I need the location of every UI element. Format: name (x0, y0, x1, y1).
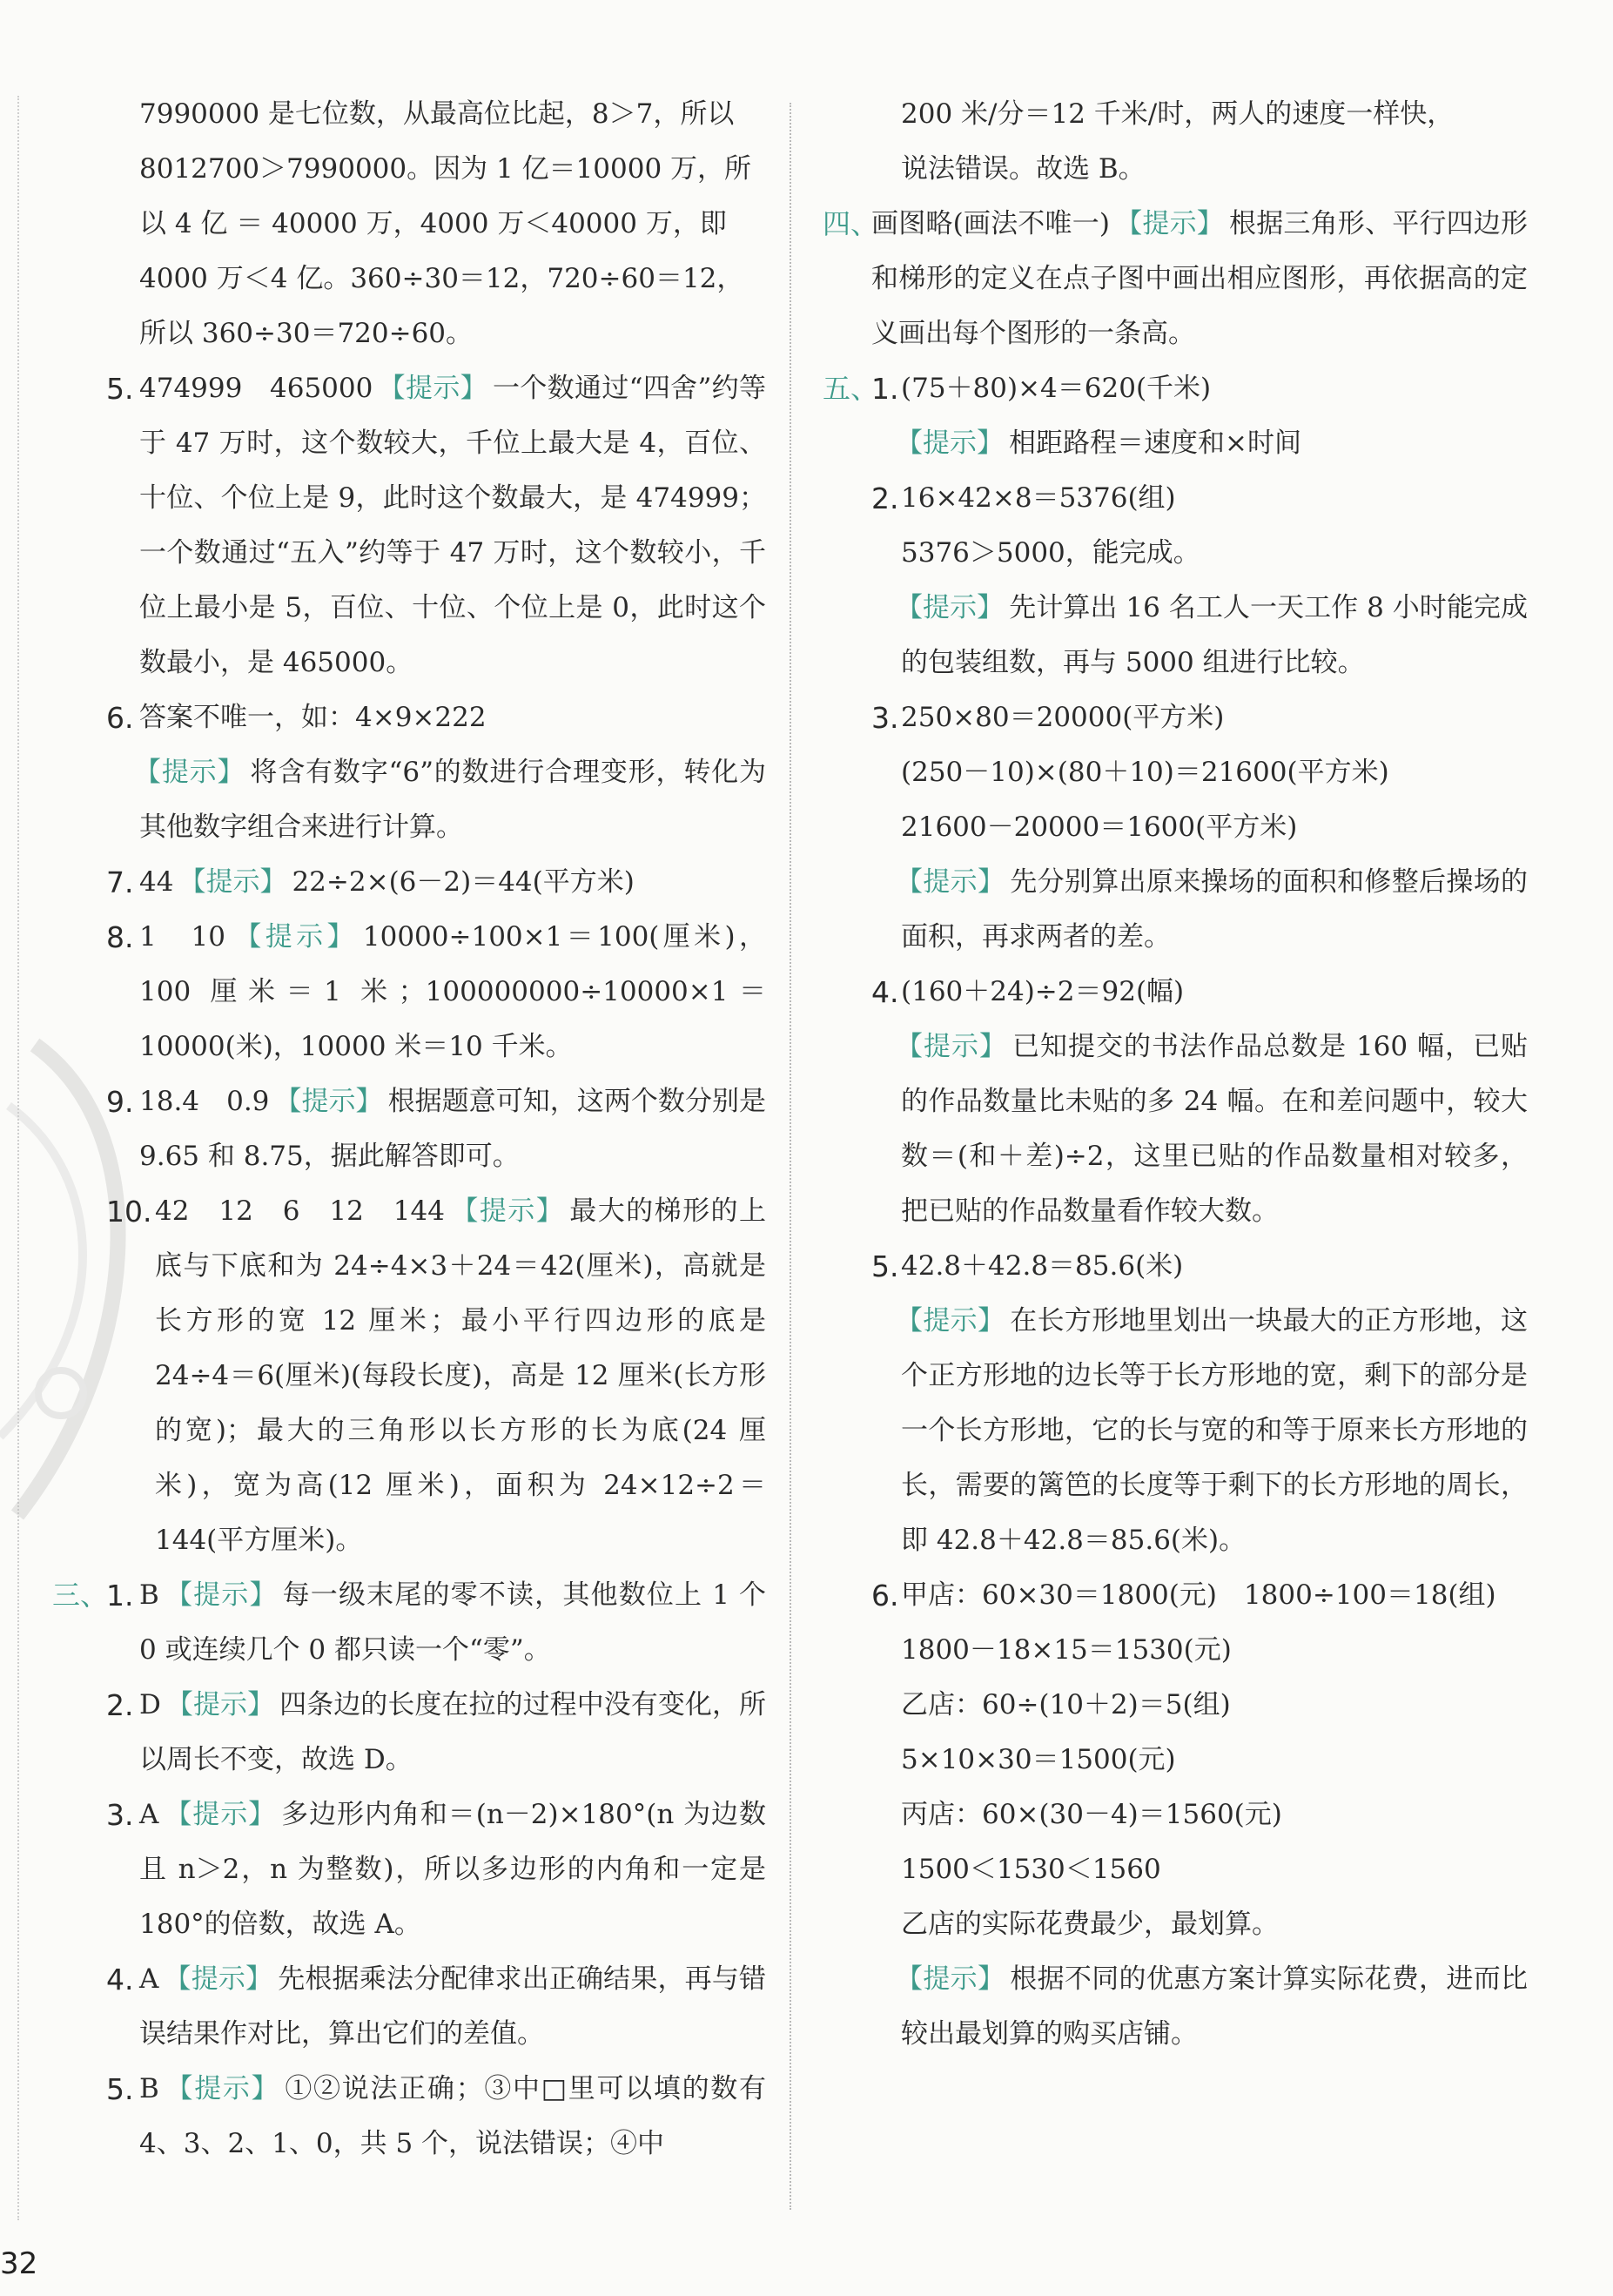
section-5-answer-2 (823, 471, 1528, 690)
hint-label: 【提示】 (896, 866, 1005, 898)
left-column (52, 94, 766, 2171)
answer-text: (250－10)×(80＋10)＝21600(平方米) (901, 757, 1389, 788)
answer-text: 5×10×30＝1500(元) (901, 1744, 1176, 1775)
answer-text: 1 10 (139, 921, 225, 953)
answer-text: B (139, 1579, 159, 1611)
hint-text: 根据题意可知，这两个数分别是 9.65 和 8.75，据此解答即可。 (139, 1086, 767, 1172)
text-line: 8012700＞7990000。因为 1 亿＝10000 万，所 (139, 153, 752, 185)
text-line: 200 米/分＝12 千米/时，两人的速度一样快， (901, 98, 1455, 130)
section-5-answer-1 (823, 361, 1528, 471)
question-number: 3. (871, 701, 899, 735)
answer-9 (52, 1074, 766, 1184)
hint-text: 每一级末尾的零不读，其他数位上 1 个 0 或连续几个 0 都只读一个“零”。 (139, 1579, 766, 1666)
hint-text: ①②说法正确；③中□里可以填的数有 4、3、2、1、0，共 5 个，说法错误；④中 (139, 2073, 767, 2159)
answer-text: 474999 465000 (139, 373, 373, 404)
section-3-answer-5 (52, 2062, 766, 2171)
hint-text: 先分别算出原来操场的面积和修整后操场的面积，再求两者的差。 (901, 866, 1529, 953)
answer-text: D (139, 1689, 161, 1720)
question-number: 9. (106, 1085, 134, 1119)
hint-text: 在长方形地里划出一块最大的正方形地，这个正方形地的边长等于长方形地的宽，剩下的部分是一个长方形地，它的长与宽的和等于原来长方形地的长，需要的篱笆的长度等于剩下的长方形地的周长，即 42.8＋42.8＝85.6(米)。 (901, 1305, 1529, 1556)
question-number: 5. (106, 2072, 134, 2106)
hint-text: 最大的梯形的上底与下底和为 24÷4×3＋24＝42(厘米)，高就是长方形的宽 12 厘米；最小平行四边形的底是 24÷4＝6(厘米)(每段长度)，高是 12 厘米(长方形的宽)；最大的三角形以长方形的长为底(24 厘米)，宽为高(12 厘米)，面积为 24×12÷2＝144(平方厘米)。 (155, 1195, 767, 1556)
answer-text: B (139, 2073, 159, 2104)
answer-text: 21600－20000＝1600(平方米) (901, 811, 1298, 843)
hint-label: 【提示】 (896, 1963, 1005, 1995)
answer-text: 画图略(画法不唯一) (871, 208, 1110, 239)
section-5-answer-4 (823, 965, 1528, 1239)
hint-text: 22÷2×(6－2)＝44(平方米) (292, 866, 635, 898)
section-3-answer-1 (52, 1568, 766, 1678)
hint-text: 10000÷100×1＝100(厘米)，100 厘米＝1 米；100000000÷10000×1＝10000(米)，10000 米＝10 千米。 (139, 921, 767, 1062)
section-label: 三、 (52, 1579, 109, 1612)
continued-answer (823, 87, 1528, 197)
section-label: 五、 (823, 372, 879, 405)
hint-label: 【提示】 (896, 1305, 1005, 1337)
hint-label: 【提示】 (230, 921, 358, 953)
question-number: 4. (871, 975, 899, 1009)
question-number: 2. (106, 1688, 134, 1722)
hint-label: 【提示】 (164, 1579, 278, 1611)
text-line: 所以 360÷30＝720÷60。 (139, 318, 474, 349)
answer-text: 乙店的实际花费最少，最划算。 (901, 1909, 1279, 1940)
answer-text: 乙店：60÷(10＋2)＝5(组) (901, 1689, 1231, 1720)
answer-text: 丙店：60×(30－4)＝1560(元) (901, 1799, 1282, 1830)
section-5-answer-6 (823, 1568, 1528, 2062)
section-5-answer-5 (823, 1239, 1528, 1568)
hint-text: 四条边的长度在拉的过程中没有变化，所以周长不变，故选 D。 (139, 1689, 767, 1775)
section-3-answer-2 (52, 1678, 766, 1788)
answer-text: 甲店：60×30＝1800(元) 1800÷100＝18(组) (901, 1579, 1496, 1611)
answer-10 (52, 1184, 766, 1568)
hint-label: 【提示】 (164, 1799, 277, 1830)
column-divider (790, 103, 791, 2210)
answer-text: 16×42×8＝5376(组) (901, 482, 1176, 514)
question-number: 10. (106, 1195, 152, 1229)
text-line: 4000 万＜4 亿。360÷30＝12，720÷60＝12， (139, 263, 744, 294)
answer-text: 1500＜1530＜1560 (901, 1854, 1161, 1885)
question-number: 6. (106, 701, 134, 735)
hint-label: 【提示】 (896, 428, 1004, 459)
hint-text: 先根据乘法分配律求出正确结果，再与错误结果作对比，算出它们的差值。 (139, 1963, 767, 2050)
answer-7 (52, 855, 766, 910)
margin-dotted-line (17, 96, 19, 2220)
hint-label: 【提示】 (165, 1689, 275, 1720)
text-line: 以 4 亿 ＝ 40000 万，4000 万＜40000 万，即 (139, 208, 727, 239)
hint-label: 【提示】 (449, 1195, 565, 1227)
question-number: 2. (871, 481, 899, 515)
question-number: 4. (106, 1963, 134, 1996)
hint-label: 【提示】 (378, 373, 487, 404)
hint-text: 根据不同的优惠方案计算实际花费，进而比较出最划算的购买店铺。 (901, 1963, 1529, 2050)
hint-text: 先计算出 16 名工人一天工作 8 小时能完成的包装组数，再与 5000 组进行比较。 (901, 592, 1528, 678)
hint-text: 根据三角形、平行四边形和梯形的定义在点子图中画出相应图形，再依据高的定义画出每个图形的一条高。 (871, 208, 1528, 349)
answer-text: 18.4 0.9 (139, 1086, 270, 1117)
right-column (823, 94, 1528, 2062)
answer-text: (160＋24)÷2＝92(幅) (901, 976, 1185, 1007)
question-number: 1. (106, 1579, 134, 1613)
answer-text: 250×80＝20000(平方米) (901, 702, 1225, 733)
continued-answer (52, 87, 766, 361)
hint-label: 【提示】 (274, 1086, 383, 1117)
page-number: 32 (0, 2246, 38, 2281)
hint-text: 多边形内角和＝(n－2)×180°(n 为边数且 n＞2，n 为整数)，所以多边形的内角和一定是 180°的倍数，故选 A。 (139, 1799, 767, 1940)
question-number: 5. (106, 372, 134, 406)
section-3-answer-4 (52, 1952, 766, 2062)
hint-text: 相距路程＝速度和×时间 (1009, 428, 1301, 459)
hint-label: 【提示】 (1115, 208, 1224, 239)
answer-text: 42 12 6 12 144 (155, 1195, 445, 1227)
section-label: 四、 (823, 207, 879, 240)
text-line: 7990000 是七位数，从最高位比起，8＞7，所以 (139, 98, 735, 130)
hint-text: 将含有数字“6”的数进行合理变形，转化为其他数字组合来进行计算。 (139, 757, 767, 843)
hint-text: 一个数通过“四舍”约等于 47 万时，这个数较大，千位上最大是 4，百位、十位、个位上是 9，此时这个数最大，是 474999；一个数通过“五入”约等于 47 万时，这个数较小，千位上最小是 5，百位、十位、个位上是 0，此时这个数最小，是 465000。 (139, 373, 766, 678)
answer-text: 1800－18×15＝1530(元) (901, 1634, 1232, 1666)
question-number: 7. (106, 865, 134, 899)
answer-text: (75＋80)×4＝620(千米) (901, 373, 1212, 404)
hint-label: 【提示】 (164, 2073, 280, 2104)
question-number: 8. (106, 920, 134, 954)
question-number: 5. (871, 1249, 899, 1283)
hint-label: 【提示】 (164, 1963, 273, 1995)
question-number: 1. (871, 372, 899, 406)
answer-text: 42.8＋42.8＝85.6(米) (901, 1250, 1184, 1282)
section-5-answer-3 (823, 690, 1528, 965)
hint-text: 已知提交的书法作品总数是 160 幅，已贴的作品数量比未贴的多 24 幅。在和差问题中，较大数＝(和＋差)÷2，这里已贴的作品数量相对较多，把已贴的作品数量看作较大数。 (901, 1031, 1528, 1227)
answer-text: A (139, 1799, 159, 1830)
answer-5 (52, 361, 766, 690)
section-4-answer (823, 197, 1528, 361)
hint-label: 【提示】 (134, 757, 245, 788)
question-number: 6. (871, 1579, 899, 1613)
answer-text: 5376＞5000，能完成。 (901, 537, 1200, 569)
answer-8 (52, 910, 766, 1074)
answer-text: 答案不唯一，如：4×9×222 (139, 702, 487, 733)
hint-label: 【提示】 (896, 1031, 1008, 1062)
question-number: 3. (106, 1798, 134, 1832)
hint-label: 【提示】 (178, 866, 287, 898)
text-line: 说法错误。故选 B。 (901, 153, 1146, 185)
answer-6 (52, 690, 766, 855)
section-3-answer-3 (52, 1788, 766, 1952)
answer-text: A (139, 1963, 159, 1995)
hint-label: 【提示】 (896, 592, 1005, 623)
answer-text: 44 (139, 866, 174, 898)
